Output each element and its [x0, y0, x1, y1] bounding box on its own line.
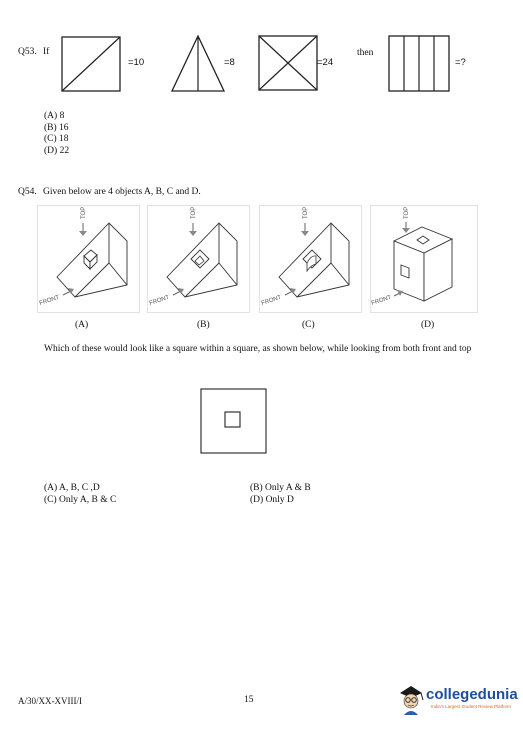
- reference-square-in-square: [200, 388, 267, 454]
- collegedunia-logo-text: collegedunia: [426, 686, 518, 703]
- collegedunia-mascot-icon: [397, 684, 425, 716]
- q53-option-b: (B) 16: [44, 122, 69, 133]
- q53-number: Q53.: [18, 47, 37, 57]
- q53-option-d: (D) 22: [44, 145, 70, 156]
- q53-value-3: =24: [317, 57, 334, 68]
- q53-figure-striped-rectangle: [388, 35, 450, 92]
- q54-options-left: [44, 483, 116, 506]
- object-c-top-label: TOP: [303, 206, 309, 219]
- q53-figure-divided-triangle: [171, 35, 225, 92]
- q53-then-text: then: [357, 48, 374, 58]
- q54-number: Q54.: [18, 187, 37, 197]
- q54-option-b: (B) Only A & B: [250, 483, 311, 493]
- footer-code: A/30/XX-XVIII/I: [18, 696, 82, 706]
- object-b-label: (B): [197, 320, 210, 330]
- q53-figure-crossed-square: [258, 35, 318, 91]
- object-c-drawing: [259, 205, 362, 313]
- object-b-top-label: TOP: [191, 206, 197, 219]
- q53-options: [44, 111, 69, 157]
- object-b-front-label: FRONT: [148, 294, 171, 307]
- object-d-top-label: TOP: [404, 206, 410, 219]
- q54-stem: Given below are 4 objects A, B, C and D.: [43, 187, 201, 197]
- object-c-label: (C): [302, 320, 315, 330]
- object-a-front-label: FRONT: [38, 294, 61, 307]
- object-d-front-label: FRONT: [370, 294, 393, 307]
- object-d-drawing: [370, 205, 478, 313]
- page-number: 15: [244, 695, 254, 705]
- object-a-top-label: TOP: [81, 206, 87, 219]
- object-b-drawing: [147, 205, 250, 313]
- q54-question: Which of these would look like a square within a square, as shown below, while looking from both front and top: [44, 344, 472, 354]
- q54-options-right: [250, 483, 311, 506]
- q54-option-d: (D) Only D: [250, 494, 294, 505]
- object-d-label: (D): [421, 320, 435, 330]
- q54-option-c: (C) Only A, B & C: [44, 494, 117, 505]
- object-a-label: (A): [75, 320, 89, 330]
- q53-option-a: (A) 8: [44, 111, 65, 121]
- q53-unknown-value: =?: [455, 57, 466, 68]
- object-a-drawing: [37, 205, 140, 313]
- q53-value-2: =8: [224, 57, 235, 68]
- q53-lead-text: If: [43, 47, 50, 57]
- q53-value-1: =10: [128, 57, 145, 68]
- q53-option-c: (C) 18: [44, 134, 69, 144]
- q54-option-a: (A) A, B, C ,D: [44, 483, 100, 493]
- collegedunia-tagline: India's Largest Student Review Platform: [431, 704, 511, 709]
- object-c-front-label: FRONT: [260, 294, 283, 307]
- q53-figure-diagonal-square: [61, 36, 121, 92]
